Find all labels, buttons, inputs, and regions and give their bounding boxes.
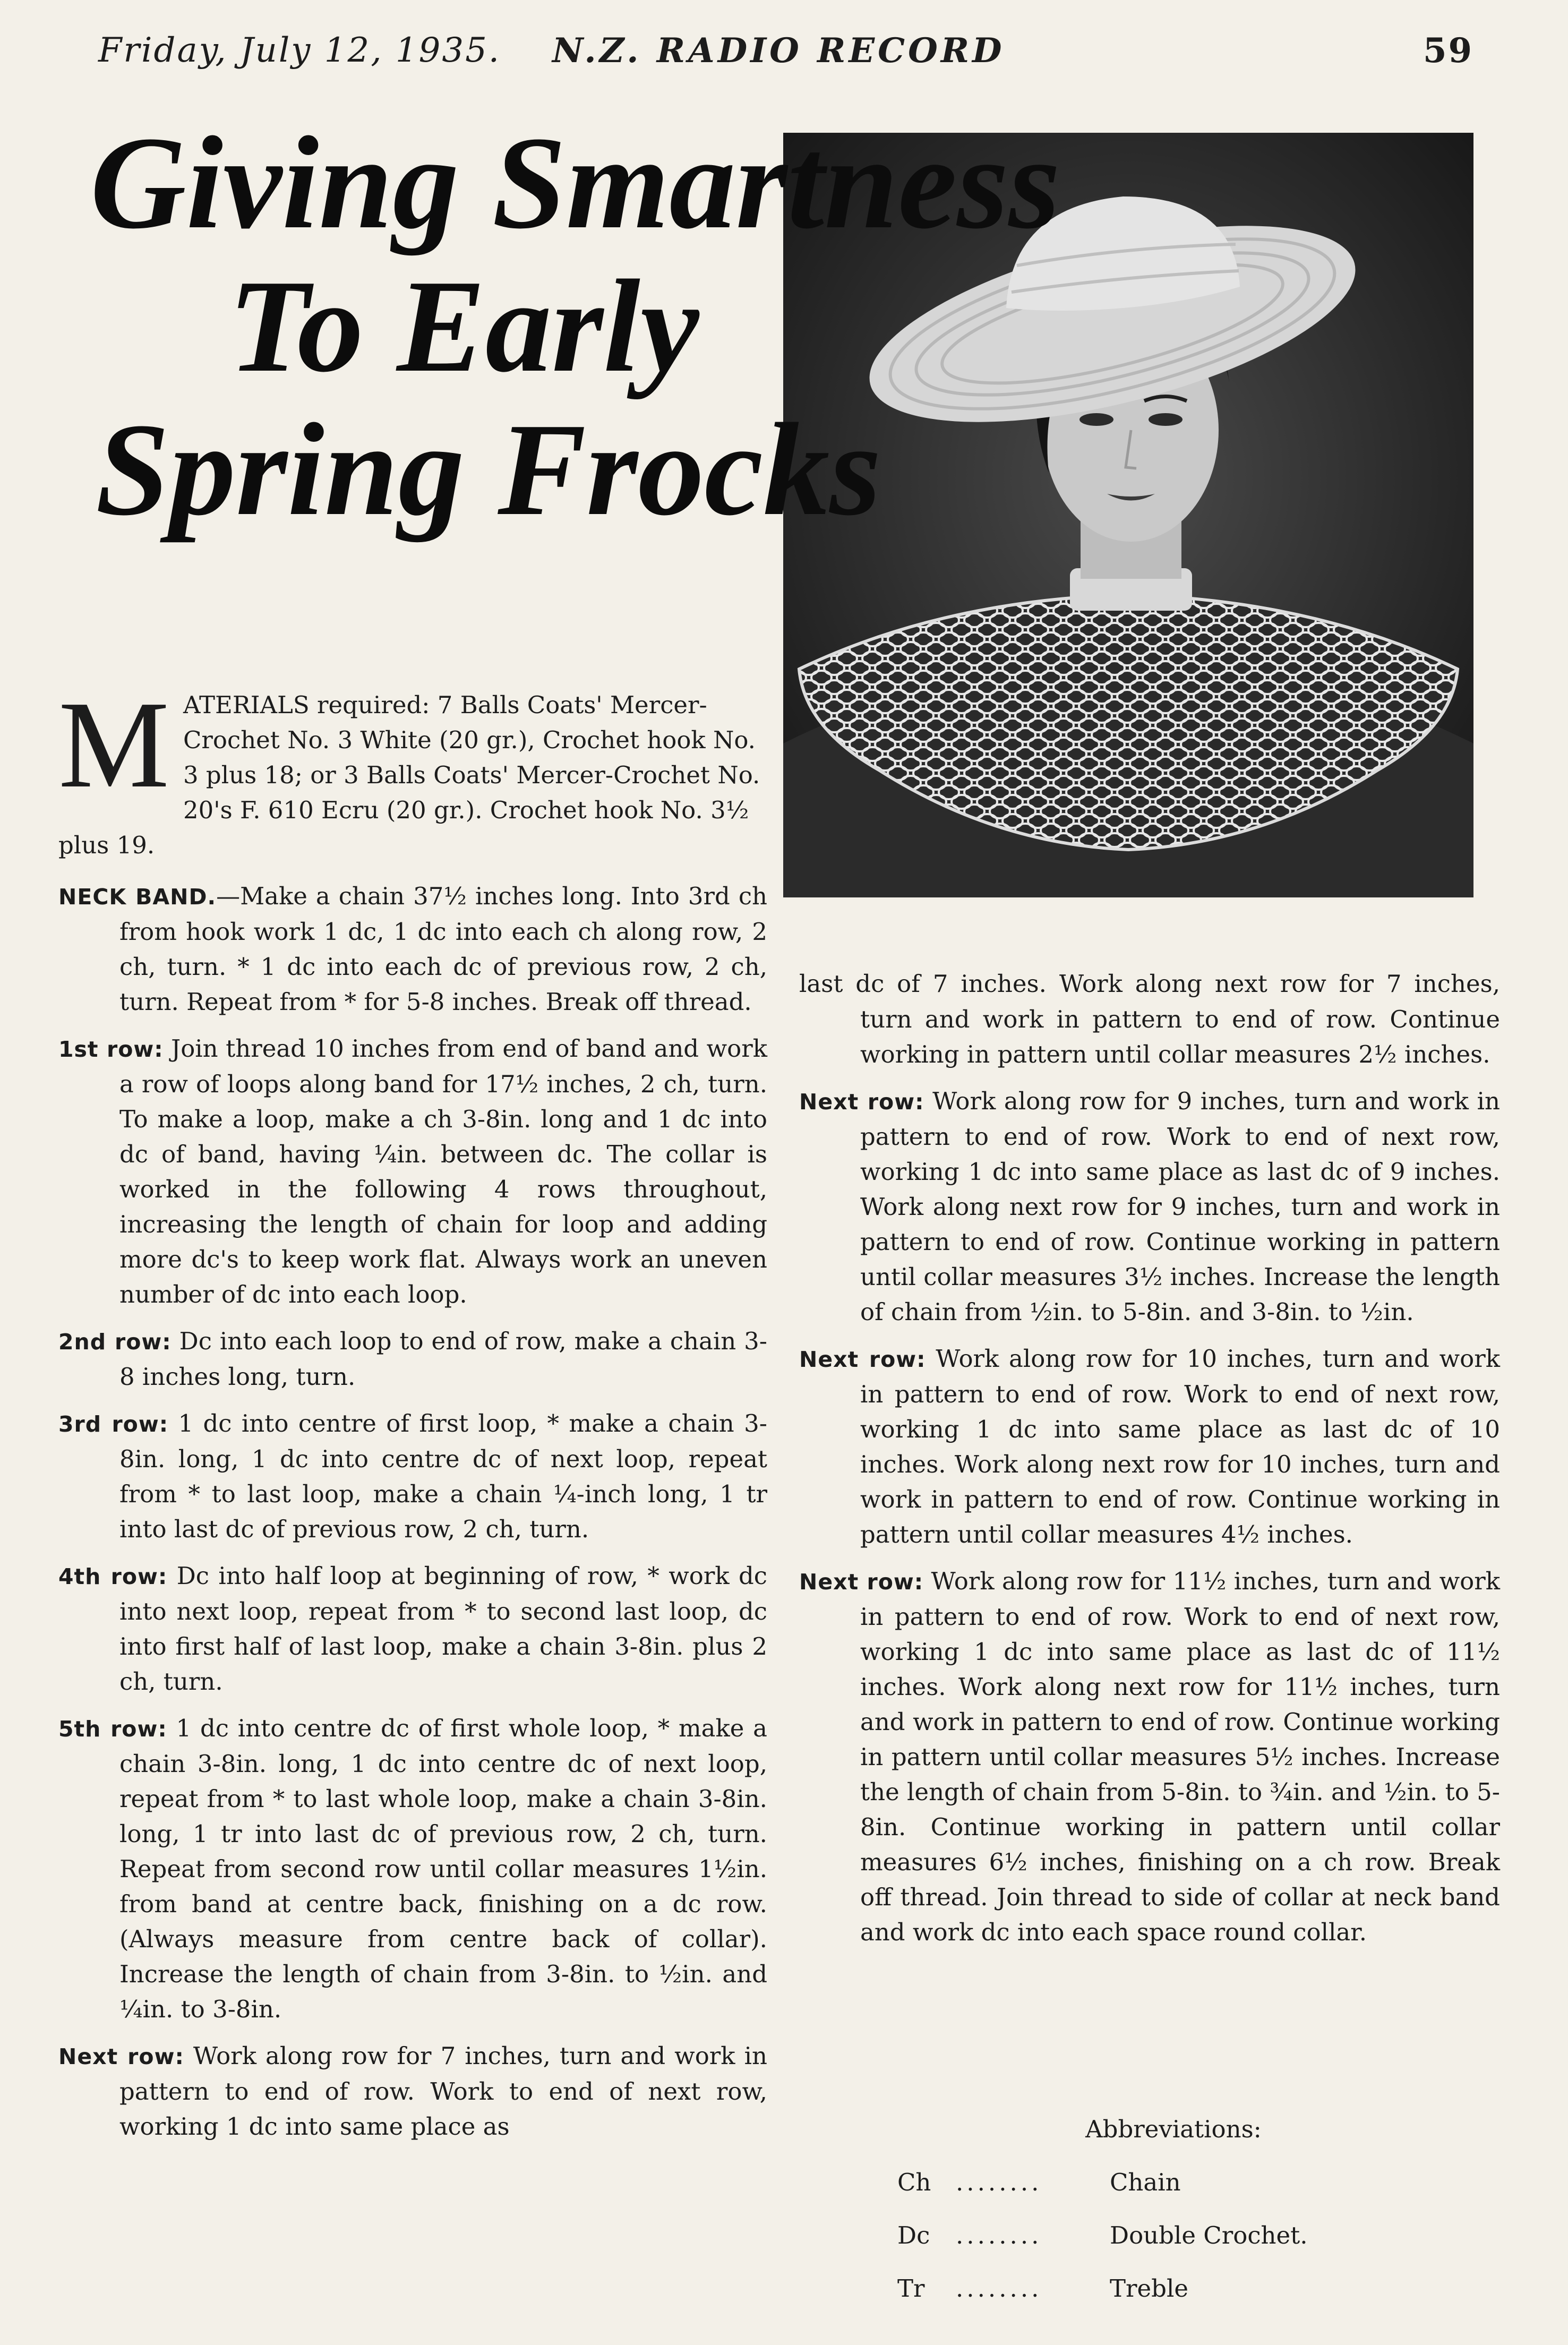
article-headline <box>80 109 1089 543</box>
paragraph-text: 1 dc into centre of first loop, * make a chain 3-8in. long, 1 dc into centre dc of next loop, repeat from * to last loop, make a chain ¼-inch long, 1 tr into last dc of previous row, 2 ch, turn. <box>119 1409 767 1543</box>
page-number: 59 <box>1423 31 1474 71</box>
paragraph-label: 4th row: <box>58 1564 168 1589</box>
paragraph-text: —Make a chain 37½ inches long. Into 3rd ch from hook work 1 dc, 1 dc into each ch along row, 2 ch, turn. * 1 dc into each dc of previous row, 2 ch, turn. Repeat from * for 5-8 inches. Break off thread. <box>119 882 768 1016</box>
instruction-paragraph <box>58 1559 767 1699</box>
instruction-paragraph <box>799 1564 1500 1950</box>
drop-cap: M <box>58 675 169 814</box>
instruction-paragraph <box>58 2039 767 2144</box>
paragraph-text: Dc into half loop at beginning of row, * work dc into next loop, repeat from * to second last loop, dc into first half of last loop, make a chain 3-8in. plus 2 ch, turn. <box>119 1562 768 1696</box>
paragraph-label: 1st row: <box>58 1037 164 1062</box>
instruction-paragraph <box>58 1406 767 1547</box>
instruction-paragraph <box>799 1084 1500 1330</box>
abbreviations-title: Abbreviations: <box>1085 2115 1262 2143</box>
materials-text: ATERIALS required: 7 Balls Coats' Mercer-Crochet No. 3 White (20 gr.), Crochet hook No. 3 plus 18; or 3 Balls Coats' Mercer-Crochet No. 20's F. 610 Ecru (20 gr.). Crochet hook No. 3½ plus 19. <box>58 691 760 859</box>
leader-dots: ........ <box>956 2274 1042 2303</box>
article-column-right <box>799 966 1500 1962</box>
abbreviation-code: Dc <box>897 2221 930 2249</box>
instruction-paragraph <box>58 879 767 1020</box>
leader-dots: ........ <box>956 2221 1042 2249</box>
instruction-paragraph <box>799 1341 1500 1552</box>
paragraph-label: Next row: <box>799 1569 924 1595</box>
materials-paragraph <box>58 675 767 863</box>
headline-line-3: Spring Frocks <box>96 396 881 543</box>
paragraph-label: 2nd row: <box>58 1329 172 1355</box>
headline-line-2: To Early <box>228 253 699 400</box>
paragraph-text: last dc of 7 inches. Work along next row for 7 inches, turn and work in pattern to end of row. Continue working in pattern until collar measures 2½ inches. <box>799 970 1500 1068</box>
abbreviation-row <box>897 2156 1428 2209</box>
paragraph-label: NECK BAND. <box>58 884 217 910</box>
paragraph-text: Work along row for 11½ inches, turn and work in pattern to end of row. Work to end of next row, working 1 dc into same place as last dc of 11½ inches. Work along next row for 11½ inches, turn and work in pattern to end of row. Continue working in pattern until collar measures 5½ inches. Increase the length of chain from 5-8in. to ¾in. and ½in. to 5-8in. Continue working in pattern until collar measures 6½ inches, finishing on a ch row. Break off thread. Join thread to side of collar at neck band and work dc into each space round collar. <box>860 1567 1500 1946</box>
instruction-paragraph <box>58 1031 767 1312</box>
abbreviation-meaning: Chain <box>1110 2168 1181 2196</box>
abbreviation-meaning: Treble <box>1110 2274 1188 2303</box>
paragraph-text: Work along row for 7 inches, turn and work in pattern to end of row. Work to end of next row, working 1 dc into same place as <box>119 2042 767 2141</box>
abbreviation-row <box>897 2262 1428 2315</box>
instruction-paragraph <box>799 966 1500 1072</box>
paragraph-label: Next row: <box>799 1089 924 1115</box>
abbreviation-code: Tr <box>897 2274 925 2303</box>
paragraph-label: Next row: <box>799 1347 926 1372</box>
issue-date: Friday, July 12, 1935. <box>98 31 501 70</box>
paragraph-text: Dc into each loop to end of row, make a chain 3-8 inches long, turn. <box>119 1327 768 1391</box>
paragraph-text: 1 dc into centre dc of first whole loop, * make a chain 3-8in. long, 1 dc into centre dc of next loop, repeat from * to last whole loop, make a chain 3-8in. long, 1 tr into last dc of previous row, 2 ch, turn. Repeat from second row until collar measures 1½in. from band at centre back, finishing on a dc row. (Always measure from centre back of collar). Increase the length of chain from 3-8in. to ½in. and ¼in. to 3-8in. <box>119 1714 768 2023</box>
instruction-paragraph <box>58 1711 767 2027</box>
masthead <box>0 31 1568 79</box>
instruction-paragraph <box>58 1324 767 1394</box>
publication-name: N.Z. RADIO RECORD <box>552 31 1005 71</box>
paragraph-text: Work along row for 9 inches, turn and work in pattern to end of row. Work to end of next row, working 1 dc into same place as last dc of 9 inches. Work along next row for 9 inches, turn and work in pattern to end of row. Continue working in pattern until collar measures 3½ inches. Increase the length of chain from ½in. to 5-8in. and 3-8in. to ½in. <box>860 1087 1500 1326</box>
paragraph-label: Next row: <box>58 2044 184 2069</box>
abbreviation-meaning: Double Crochet. <box>1110 2221 1308 2249</box>
leader-dots: ........ <box>956 2168 1042 2196</box>
article-column-left <box>58 879 767 2156</box>
headline-line-1: Giving Smartness <box>90 109 1060 256</box>
paragraph-text: Join thread 10 inches from end of band and work a row of loops along band for 17½ inches, 2 ch, turn. To make a loop, make a ch 3-8in. long and 1 dc into dc of band, having ¼in. between dc. The collar is worked in the following 4 rows throughout, increasing the length of chain for loop and adding more dc's to keep work flat. Always work an uneven number of dc into each loop. <box>119 1034 767 1308</box>
paragraph-label: 5th row: <box>58 1716 167 1742</box>
paragraph-label: 3rd row: <box>58 1411 169 1437</box>
abbreviations-box <box>897 2103 1428 2315</box>
abbreviation-code: Ch <box>897 2168 931 2196</box>
paragraph-text: Work along row for 10 inches, turn and work in pattern to end of row. Work to end of next row, working 1 dc into same place as last dc of 10 inches. Work along next row for 10 inches, turn and work in pattern to end of row. Continue working in pattern until collar measures 4½ inches. <box>860 1345 1501 1548</box>
abbreviation-row <box>897 2209 1428 2262</box>
